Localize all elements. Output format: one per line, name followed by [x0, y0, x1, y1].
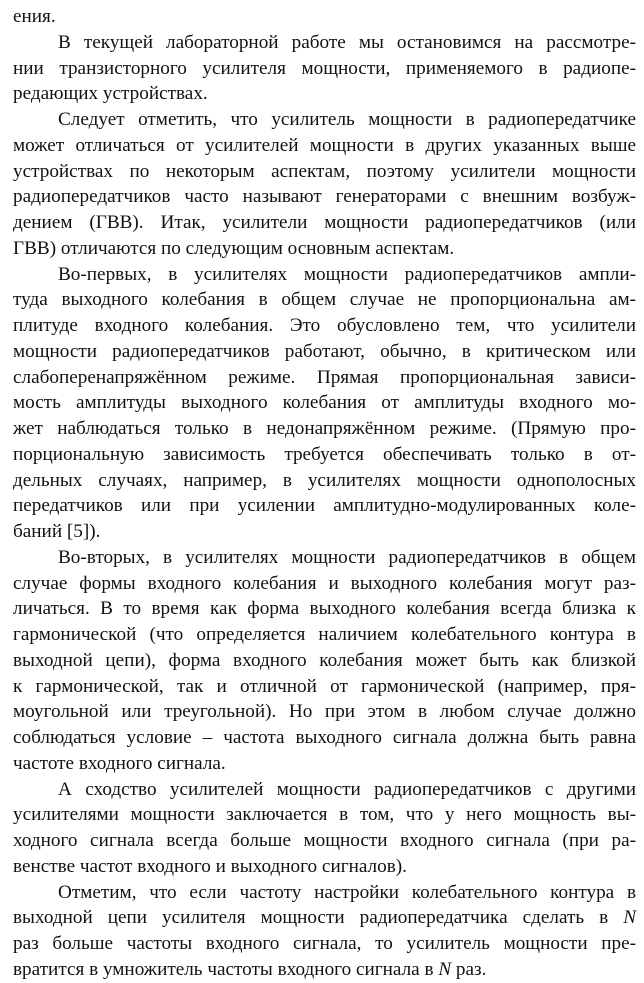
text-line: гармонической (что определяется наличием колебательного контура в — [13, 624, 636, 645]
paragraph-continuation — [13, 4, 636, 30]
text-line: В текущей лабораторной работе мы остановимся на рассмотре- — [58, 31, 636, 53]
text-line: редающих устройствах. — [13, 83, 208, 105]
paragraph-similarity — [13, 777, 636, 880]
text-line-with-italic-n: вратится в умножитель частоты входного сигнала в N раз. — [13, 958, 487, 980]
paragraph-first-aspect — [13, 262, 636, 545]
text-line: ения. — [13, 6, 56, 27]
text-line: устройствах по некоторым аспектам, поэтому усилители мощности — [13, 160, 636, 182]
text-line: Во-вторых, в усилителях мощности радиопередатчиков в общем — [58, 546, 636, 568]
text-line: туда выходного колебания в общем случае не пропорциональна ам- — [13, 289, 636, 311]
math-symbol-n: N — [623, 907, 636, 929]
text-line: усилителями мощности заключается в том, что у него мощность вы- — [13, 804, 636, 826]
text-line: нии транзисторного усилителя мощности, применяемого в радиопе- — [13, 57, 636, 79]
text-line: слабоперенапряжённом режиме. Прямая пропорциональная зависи- — [13, 366, 636, 388]
text-line: жет наблюдаться только в недонапряжённом режиме. (Прямую про- — [13, 418, 636, 439]
text-line: случае формы входного колебания и выходного колебания могут раз- — [13, 572, 636, 594]
text-line-with-italic-n: выходной цепи усилителя мощности радиопередатчика сделать в N — [13, 907, 636, 929]
text-line: моугольной или треугольной). Но при этом в любом случае должно — [13, 701, 636, 723]
text-line: к гармонической, так и отличной от гармонической (например, пря- — [13, 675, 636, 697]
text-line: ГВВ) отличаются по следующим основным аспектам. — [13, 237, 455, 259]
text-line: Следует отметить, что усилитель мощности в радиопередатчике — [58, 109, 636, 130]
paragraph-intro — [13, 30, 636, 107]
text-line: Во-первых, в усилителях мощности радиопередатчиков ампли- — [58, 263, 636, 285]
text-line: Отметим, что если частоту настройки колебательного контура в — [58, 881, 636, 903]
text-line: выходной цепи), форма входного колебания может быть как близкой — [13, 649, 636, 671]
text-line: мость амплитуды выходного колебания от амплитуды входного мо- — [13, 392, 636, 414]
text-line: передатчиков или при усилении амплитудно-модулированных коле- — [13, 495, 636, 517]
text-line: личаться. В то время как форма выходного колебания всегда близка к — [13, 598, 636, 620]
text-line: баний [5]). — [13, 521, 101, 542]
text-line: раз больше частоты входного сигнала, то усилитель мощности пре- — [13, 933, 636, 954]
text-line: плитуде входного колебания. Это обусловлено тем, что усилители — [13, 315, 636, 336]
text-line: радиопередатчиков часто называют генераторами с внешним возбуж- — [13, 186, 636, 208]
text-line: дением (ГВВ). Итак, усилители мощности радиопередатчиков (или — [13, 212, 636, 233]
text-line: венстве частот входного и выходного сигналов). — [13, 855, 407, 877]
math-symbol-n: N — [438, 958, 452, 980]
text-line: А сходство усилителей мощности радиопередатчиков с другими — [58, 778, 636, 800]
text-line: порциональную зависимость требуется обеспечивать только в от- — [13, 443, 636, 465]
text-line: соблюдаться условие – частота выходного сигнала должна быть равна — [13, 727, 636, 748]
text-line: ходного сигнала всегда больше мощности входного сигнала (при ра- — [13, 830, 636, 851]
text-line: дельных случаях, например, в усилителях мощности однополосных — [13, 469, 636, 491]
paragraph-gvv — [13, 107, 636, 262]
text-line: мощности радиопередатчиков работают, обычно, в критическом или — [13, 340, 636, 362]
paragraph-multiplier — [13, 880, 636, 983]
text-line: может отличаться от усилителей мощности в других указанных выше — [13, 134, 636, 156]
paragraph-second-aspect — [13, 545, 636, 777]
text-line: частоте входного сигнала. — [13, 752, 226, 774]
